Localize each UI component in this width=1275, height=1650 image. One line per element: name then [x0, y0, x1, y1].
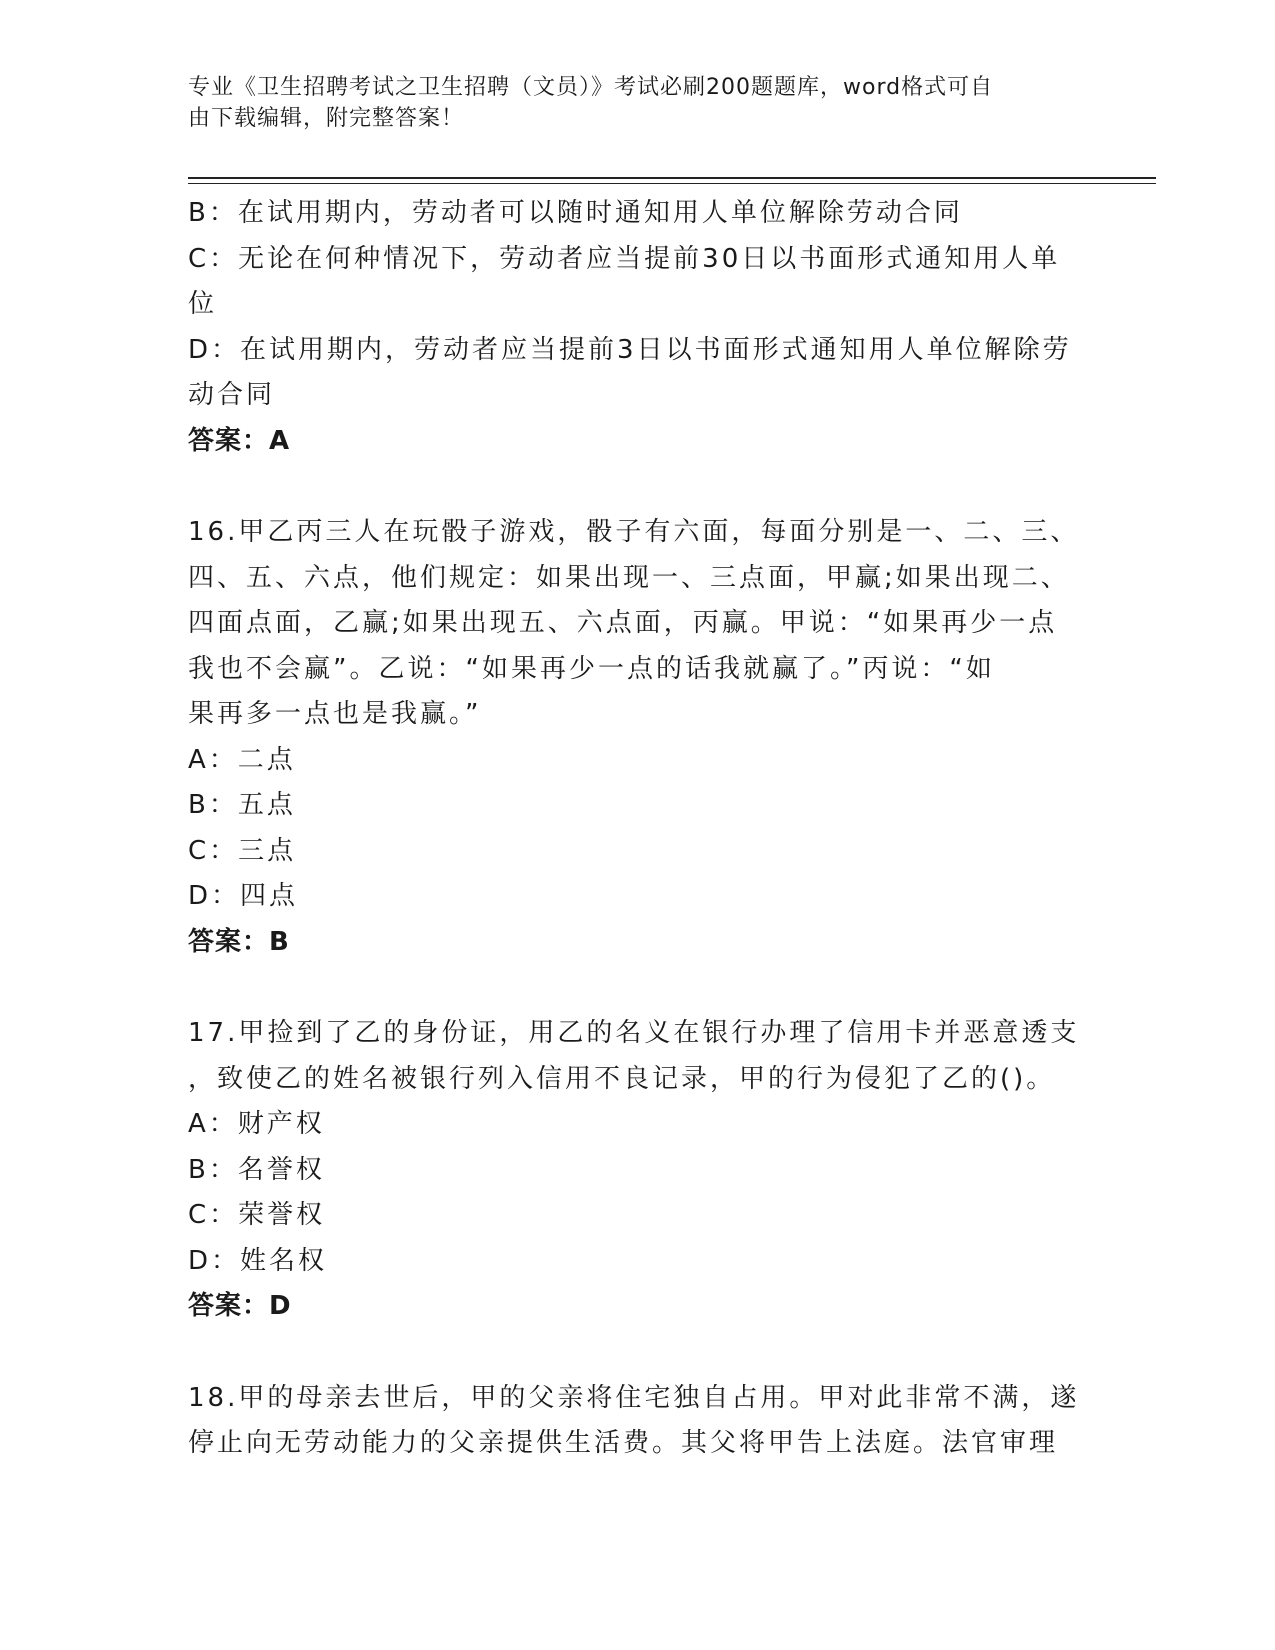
- option-text: D：四点: [188, 881, 299, 911]
- option-text: 位: [188, 289, 218, 319]
- question-17: [188, 1011, 1080, 1330]
- spacer: [188, 464, 1068, 510]
- question-text: 16.甲乙丙三人在玩骰子游戏，骰子有六面，每面分别是一、二、三、: [188, 517, 1080, 547]
- header-rule: [188, 177, 1156, 179]
- question-text: 我也不会赢”。乙说：“如果再少一点的话我就赢了。”丙说：“如: [188, 653, 995, 684]
- answer-label: 答案：A: [188, 425, 291, 456]
- option-text: C：三点: [188, 835, 297, 866]
- question-15: [188, 191, 1072, 464]
- answer-label: 答案：B: [188, 926, 290, 957]
- option-text: B：五点: [188, 790, 296, 820]
- question-18: [188, 1376, 1080, 1467]
- header-line: 专业《卫生招聘考试之卫生招聘（文员）》考试必刷200题题库，word格式可自: [188, 75, 994, 100]
- option-text: 动合同: [188, 380, 276, 410]
- spacer: [188, 965, 1068, 1011]
- question-16: [188, 510, 1080, 965]
- option-text: D：姓名权: [188, 1245, 328, 1276]
- option-text: A：财产权: [188, 1109, 325, 1139]
- document-header: [188, 72, 1068, 134]
- question-text: 18.甲的母亲去世后，甲的父亲将住宅独自占用。甲对此非常不满，遂: [188, 1382, 1080, 1413]
- option-text: D：在试用期内，劳动者应当提前3日以书面形式通知用人单位解除劳: [188, 334, 1072, 365]
- document-body: [188, 191, 1080, 1467]
- option-text: C：无论在何种情况下，劳动者应当提前30日以书面形式通知用人单: [188, 243, 1061, 274]
- option-text: B：名誉权: [188, 1154, 325, 1185]
- option-text: A：二点: [188, 744, 296, 775]
- question-text: 果再多一点也是我赢。”: [188, 699, 482, 729]
- option-text: B：在试用期内，劳动者可以随时通知用人单位解除劳动合同: [188, 198, 963, 228]
- spacer: [188, 1330, 1068, 1376]
- question-text: 停止向无劳动能力的父亲提供生活费。其父将甲告上法庭。法官审理: [188, 1428, 1059, 1458]
- question-text: 17.甲捡到了乙的身份证，用乙的名义在银行办理了信用卡并恶意透支: [188, 1018, 1080, 1048]
- question-text: 四、五、六点，他们规定：如果出现一、三点面，甲赢;如果出现二、: [188, 562, 1070, 593]
- header-line: 由下载编辑，附完整答案！: [188, 106, 465, 131]
- header-rule: [188, 183, 1156, 184]
- question-text: 四面点面，乙赢;如果出现五、六点面，丙赢。甲说：“如果再少一点: [188, 608, 1058, 638]
- option-text: C：荣誉权: [188, 1200, 326, 1230]
- question-text: ，致使乙的姓名被银行列入信用不良记录，甲的行为侵犯了乙的()。: [188, 1063, 1056, 1094]
- answer-label: 答案：D: [188, 1291, 292, 1321]
